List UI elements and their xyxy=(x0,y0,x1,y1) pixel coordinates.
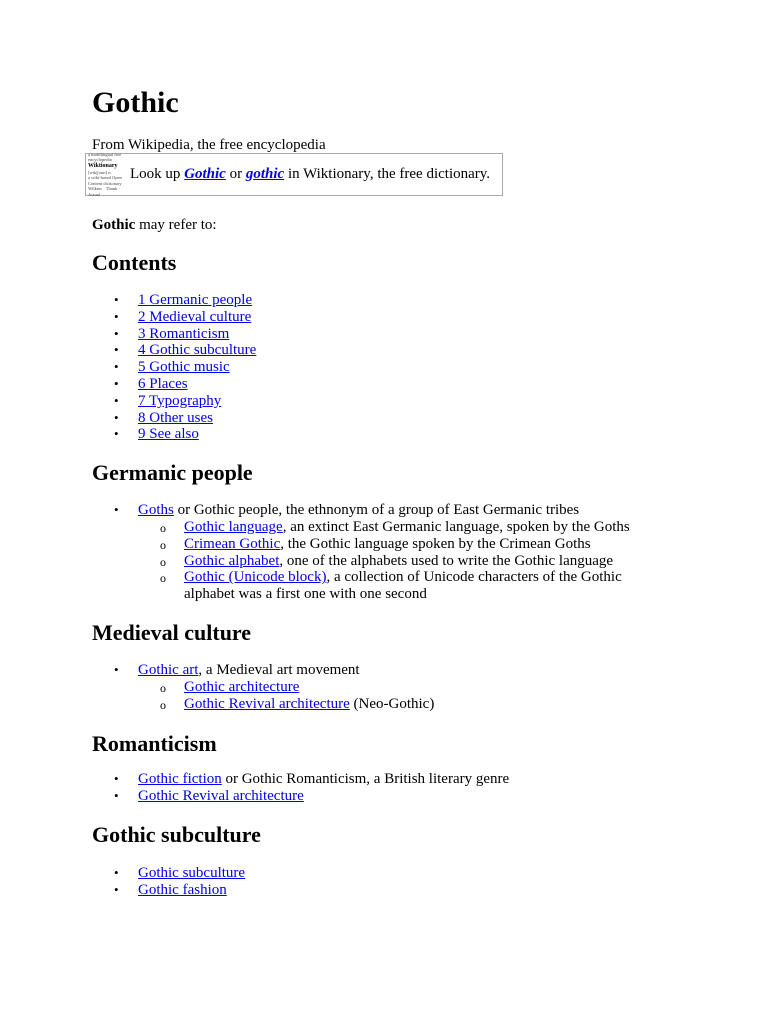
germanic-sublist xyxy=(92,519,712,603)
germanic-list xyxy=(92,502,712,519)
list-item xyxy=(92,696,712,713)
list-item xyxy=(92,502,712,519)
wiktionary-logo-name: Wiktionary xyxy=(88,162,118,169)
medieval-sublist xyxy=(92,679,712,713)
link-gothic-fiction[interactable]: Gothic fiction xyxy=(138,771,222,787)
section-heading-romanticism: Romanticism xyxy=(92,731,217,756)
wiktionary-middle: or xyxy=(225,166,246,182)
toc-link[interactable]: 9 See also xyxy=(138,426,199,443)
wiktionary-logo-icon xyxy=(88,152,126,197)
wiktionary-logo-line: a wiki-based Open xyxy=(88,175,122,181)
romanticism-list xyxy=(92,771,712,805)
wiktionary-logo-line: a multilingual free xyxy=(88,152,122,158)
medieval-list xyxy=(92,662,712,679)
list-item xyxy=(92,662,712,679)
list-item xyxy=(92,376,712,393)
list-item xyxy=(92,882,712,899)
wiktionary-text xyxy=(130,166,490,183)
toc-link[interactable]: 3 Romanticism xyxy=(138,325,230,342)
wiktionary-box xyxy=(85,153,503,196)
list-item xyxy=(92,426,712,443)
wiktionary-suffix: in Wiktionary, the free dictionary. xyxy=(284,166,491,182)
page-subtitle: From Wikipedia, the free encyclopedia xyxy=(92,137,326,153)
list-item-text: , a collection of Unicode characters of the Gothic alphabet was a first one with one second xyxy=(184,569,622,603)
list-item xyxy=(92,393,712,410)
link-goths[interactable]: Goths xyxy=(138,502,174,518)
toc-link[interactable]: 1 Germanic people xyxy=(138,292,253,308)
toc-link[interactable]: 2 Medieval culture xyxy=(138,308,252,325)
contents-heading: Contents xyxy=(92,250,177,275)
list-item xyxy=(92,326,712,343)
intro-text xyxy=(92,216,217,234)
link-gothic-alphabet[interactable]: Gothic alphabet xyxy=(184,552,280,569)
list-item-text: , the Gothic language spoken by the Crimean Goths xyxy=(280,535,591,552)
toc-link[interactable]: 5 Gothic music xyxy=(138,359,230,376)
toc-link[interactable]: 4 Gothic subculture xyxy=(138,342,257,359)
list-item-text: , one of the alphabets used to write the Gothic language xyxy=(279,552,614,569)
link-gothic-art[interactable]: Gothic art xyxy=(138,662,199,678)
wiktionary-logo-line: [wɪk|ʃənrɪ] n. xyxy=(88,169,112,175)
page-title: Gothic xyxy=(92,86,179,119)
list-item-text: , a Medieval art movement xyxy=(198,662,360,678)
list-item xyxy=(92,553,712,570)
list-item xyxy=(92,679,712,696)
list-item xyxy=(92,536,712,553)
wiktionary-prefix: Look up xyxy=(130,166,185,182)
wiktionary-logo-line: Wilkins · Thank · Actual xyxy=(88,186,120,197)
intro-rest: may refer to: xyxy=(135,217,217,233)
list-item xyxy=(92,292,712,309)
link-crimean-gothic[interactable]: Crimean Gothic xyxy=(184,535,281,552)
intro-bold-term: Gothic xyxy=(92,217,136,233)
link-gothic-fashion[interactable]: Gothic fashion xyxy=(138,881,227,898)
list-item xyxy=(92,569,639,603)
link-gothic-revival-architecture[interactable]: Gothic Revival architecture xyxy=(184,695,350,712)
section-heading-medieval-culture: Medieval culture xyxy=(92,620,252,645)
list-item xyxy=(92,771,712,788)
subculture-list xyxy=(92,865,712,899)
toc-link[interactable]: 6 Places xyxy=(138,375,188,392)
wiktionary-link-gothic-upper[interactable]: Gothic xyxy=(184,166,226,182)
list-item-text: or Gothic Romanticism, a British literary genre xyxy=(221,771,510,787)
link-gothic-subculture[interactable]: Gothic subculture xyxy=(138,865,246,881)
list-item xyxy=(92,309,712,326)
link-gothic-unicode-block[interactable]: Gothic (Unicode block) xyxy=(184,569,327,586)
list-item xyxy=(92,519,712,536)
contents-list xyxy=(92,292,712,443)
list-item-text: (Neo-Gothic) xyxy=(349,695,435,712)
list-item xyxy=(92,865,712,882)
wiktionary-logo-line: encyclopedia xyxy=(88,157,112,163)
wiktionary-link-gothic-lower[interactable]: gothic xyxy=(245,166,285,182)
list-item xyxy=(92,410,712,427)
section-heading-germanic-people: Germanic people xyxy=(92,460,253,485)
link-gothic-language[interactable]: Gothic language xyxy=(184,519,283,535)
link-gothic-architecture[interactable]: Gothic architecture xyxy=(184,679,300,695)
toc-link[interactable]: 7 Typography xyxy=(138,392,222,409)
list-item-text: or Gothic people, the ethnonym of a group of East Germanic tribes xyxy=(173,502,580,518)
list-item xyxy=(92,359,712,376)
wiktionary-logo-line: Content dictionary xyxy=(88,180,122,186)
toc-link[interactable]: 8 Other uses xyxy=(138,409,213,426)
list-item-text: , an extinct East Germanic language, spoken by the Goths xyxy=(282,519,630,535)
list-item xyxy=(92,342,712,359)
section-heading-gothic-subculture: Gothic subculture xyxy=(92,822,261,847)
list-item xyxy=(92,788,712,805)
link-gothic-revival-architecture[interactable]: Gothic Revival architecture xyxy=(138,787,304,804)
